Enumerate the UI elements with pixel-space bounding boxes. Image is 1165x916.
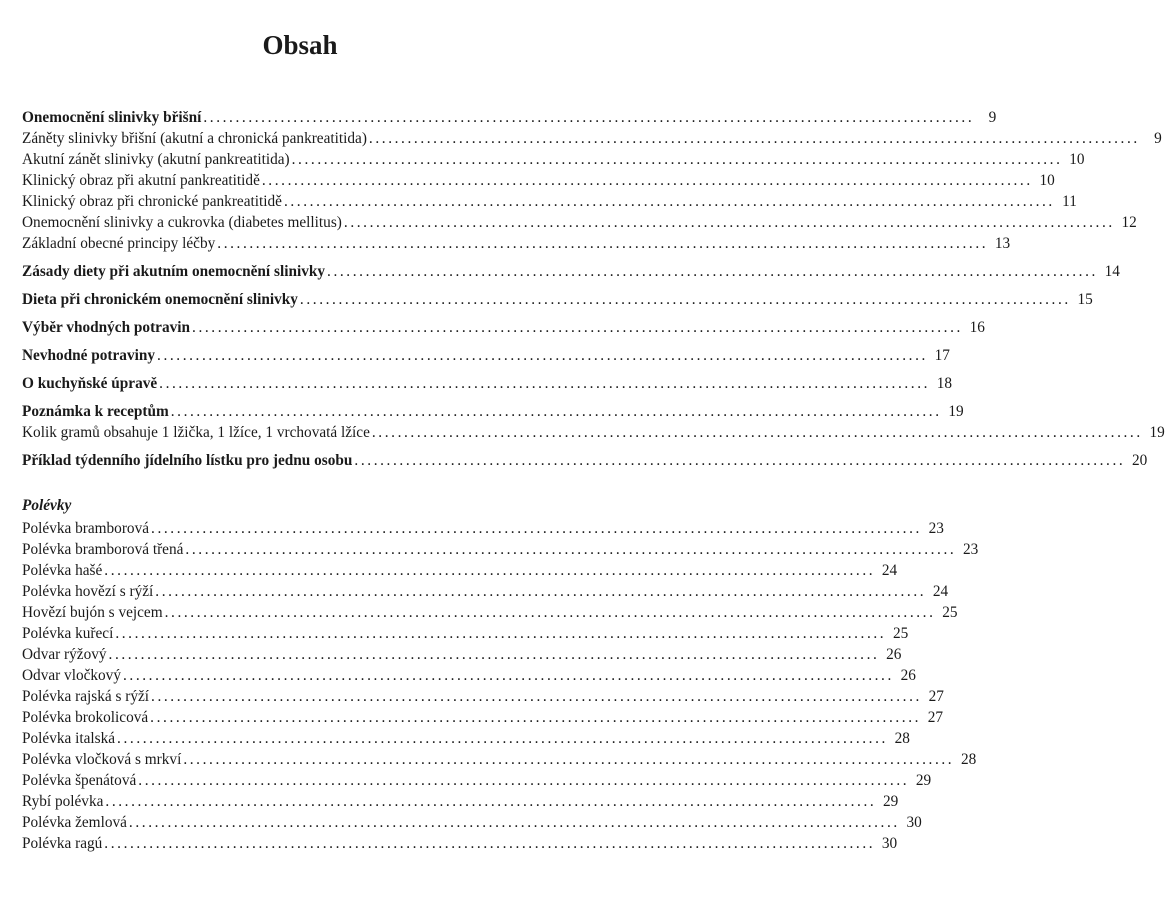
- toc-entry-page: 24: [932, 583, 949, 600]
- toc-entry-page: 24: [881, 562, 898, 579]
- toc-entry-title: Výběr vhodných potravin: [22, 319, 191, 336]
- toc-group: [22, 261, 1120, 282]
- toc-entry: [22, 128, 1162, 149]
- toc-entry-title: Odvar vločkový: [22, 667, 121, 684]
- toc-entry-title: Záněty slinivky břišní (akutní a chronická pankreatitida): [22, 130, 367, 147]
- toc-entry-page: 25: [942, 604, 958, 621]
- dot-leader: ........................................................................................................................: [183, 751, 955, 768]
- toc-entry-page: 29: [883, 793, 899, 810]
- toc-entry: [22, 728, 910, 749]
- page-title: Obsah: [262, 30, 338, 60]
- toc-entry-title: Polévka bramborová třená: [22, 541, 184, 558]
- dot-leader: ........................................................................................................................: [105, 793, 877, 810]
- toc-entry: [22, 539, 979, 560]
- toc-entry: [22, 812, 922, 833]
- toc-entry-title: Akutní zánět slinivky (akutní pankreatitida): [22, 151, 290, 168]
- toc-entry-page: 20: [1132, 452, 1148, 469]
- dot-leader: ........................................................................................................................: [104, 562, 876, 579]
- dot-leader: ........................................................................................................................: [261, 172, 1033, 189]
- toc-entry-page: 19: [1149, 424, 1165, 441]
- toc-entry-page: 27: [927, 709, 944, 726]
- dot-leader: ........................................................................................................................: [299, 291, 1071, 308]
- toc-entry: [22, 317, 985, 338]
- dot-leader: ........................................................................................................................: [157, 347, 928, 364]
- dot-leader: ........................................................................................................................: [291, 151, 1063, 168]
- toc-entry-page: 15: [1077, 291, 1093, 308]
- toc-entry: [22, 791, 899, 812]
- toc-entry: [22, 170, 1055, 191]
- toc-entry: [22, 665, 916, 686]
- toc-entry-title: Odvar rýžový: [22, 646, 107, 663]
- toc-entry: [22, 833, 898, 854]
- toc-entry-page: 19: [948, 403, 964, 420]
- dot-leader: ........................................................................................................................: [217, 235, 989, 252]
- toc-entry: [22, 770, 932, 791]
- dot-leader: ........................................................................................................................: [164, 604, 936, 621]
- toc-entry-page: 25: [892, 625, 909, 642]
- toc-entry-title: Polévka žemlová: [22, 814, 127, 831]
- section-heading: Polévky: [22, 497, 72, 514]
- section-entries: [22, 518, 979, 854]
- toc-entry-title: Onemocnění slinivky a cukrovka (diabetes mellitus): [22, 214, 342, 231]
- dot-leader: ........................................................................................................................: [371, 424, 1143, 441]
- toc-entry-page: 30: [906, 814, 922, 831]
- toc-entry-title: Dieta při chronickém onemocnění slinivky: [22, 291, 298, 308]
- toc-group: [22, 373, 953, 394]
- toc-entry-title: Polévka bramborová: [22, 520, 150, 537]
- dot-leader: ........................................................................................................................: [283, 193, 1055, 210]
- toc-group: [22, 401, 1165, 443]
- toc-entry-page: 9: [988, 109, 997, 126]
- toc-entry-page: 13: [994, 235, 1011, 252]
- dot-leader: ........................................................................................................................: [151, 520, 922, 537]
- toc-entry: [22, 233, 1011, 254]
- toc-entry: [22, 644, 902, 665]
- toc-entry: [22, 707, 944, 728]
- toc-entry-page: 10: [1039, 172, 1055, 189]
- dot-leader: ........................................................................................................................: [368, 130, 1140, 147]
- toc-entry-title: Nevhodné potraviny: [22, 347, 156, 364]
- toc-entry: [22, 107, 997, 128]
- toc-entry-page: 18: [936, 375, 953, 392]
- toc-entry-title: Polévka kuřecí: [22, 625, 114, 642]
- toc-main-groups: [22, 107, 1165, 471]
- dot-leader: ........................................................................................................................: [155, 583, 927, 600]
- toc-group: [22, 317, 985, 338]
- dot-leader: ........................................................................................................................: [117, 730, 888, 747]
- toc-entry-title: Poznámka k receptům: [22, 403, 169, 420]
- dot-leader: ........................................................................................................................: [128, 814, 900, 831]
- toc-entry: [22, 581, 949, 602]
- toc-entry-title: Hovězí bujón s vejcem: [22, 604, 163, 621]
- dot-leader: ........................................................................................................................: [138, 772, 910, 789]
- toc-entry-title: Základní obecné principy léčby: [22, 235, 216, 252]
- toc-entry: [22, 749, 977, 770]
- toc-entry-title: Onemocnění slinivky břišní: [22, 109, 202, 126]
- toc-entry-title: Rybí polévka: [22, 793, 104, 810]
- dot-leader: ........................................................................................................................: [327, 263, 1098, 280]
- toc-entry: [22, 289, 1093, 310]
- toc-entry-title: Polévka špenátová: [22, 772, 137, 789]
- toc-entry: [22, 261, 1120, 282]
- toc-entry: [22, 450, 1148, 471]
- toc-entry-title: Polévka italská: [22, 730, 116, 747]
- toc-entry-page: 27: [928, 688, 944, 705]
- toc-entry: [22, 191, 1077, 212]
- toc-group: [22, 450, 1148, 471]
- toc-entry-page: 23: [963, 541, 979, 558]
- toc-entry: [22, 212, 1137, 233]
- toc-entry-page: 23: [928, 520, 944, 537]
- toc-entry-page: 28: [960, 751, 977, 768]
- toc-entry-title: Polévka brokolicová: [22, 709, 149, 726]
- toc-entry-page: 26: [900, 667, 916, 684]
- dot-leader: ........................................................................................................................: [108, 646, 880, 663]
- dot-leader: ........................................................................................................................: [115, 625, 887, 642]
- toc-entry: [22, 373, 953, 394]
- toc-group: [22, 345, 950, 366]
- toc-entry-page: 17: [934, 347, 950, 364]
- dot-leader: ........................................................................................................................: [170, 403, 942, 420]
- toc-entry-page: 30: [881, 835, 898, 852]
- toc-group: [22, 107, 1162, 254]
- dot-leader: ........................................................................................................................: [354, 452, 1126, 469]
- toc-section-soups: [22, 494, 979, 854]
- toc-entry-title: Polévka rajská s rýží: [22, 688, 150, 705]
- toc-entry-page: 14: [1104, 263, 1120, 280]
- toc-entry-title: Kolik gramů obsahuje 1 lžička, 1 lžíce, 1 vrchovatá lžíce: [22, 424, 370, 441]
- toc-entry: [22, 518, 944, 539]
- toc-entry-title: Polévka hovězí s rýží: [22, 583, 154, 600]
- dot-leader: ........................................................................................................................: [159, 375, 931, 392]
- dot-leader: ........................................................................................................................: [192, 319, 963, 336]
- toc-entry: [22, 401, 964, 422]
- dot-leader: ........................................................................................................................: [343, 214, 1115, 231]
- dot-leader: ........................................................................................................................: [104, 835, 876, 852]
- toc-entry-page: 10: [1069, 151, 1085, 168]
- toc-entry-title: Příklad týdenního jídelního lístku pro jednu osobu: [22, 452, 353, 469]
- toc-entry-title: Zásady diety při akutním onemocnění slinivky: [22, 263, 326, 280]
- toc-entry: [22, 149, 1085, 170]
- toc-entry-page: 26: [886, 646, 902, 663]
- toc-entry-page: 12: [1121, 214, 1137, 231]
- toc-group: [22, 289, 1093, 310]
- dot-leader: ........................................................................................................................: [122, 667, 894, 684]
- toc-entry-title: Polévka ragú: [22, 835, 103, 852]
- toc-entry-page: 11: [1062, 193, 1077, 210]
- dot-leader: ........................................................................................................................: [150, 709, 922, 726]
- toc-entry: [22, 686, 944, 707]
- toc-entry-page: 9: [1154, 130, 1162, 147]
- toc-entry: [22, 422, 1165, 443]
- toc-entry-page: 16: [969, 319, 985, 336]
- toc-entry-title: Polévka vločková s mrkví: [22, 751, 182, 768]
- toc-entry-title: Klinický obraz při chronické pankreatitidě: [22, 193, 282, 210]
- dot-leader: ........................................................................................................................: [203, 109, 975, 126]
- table-of-contents: [22, 107, 1165, 854]
- toc-entry: [22, 345, 950, 366]
- toc-entry: [22, 560, 898, 581]
- toc-entry-title: Klinický obraz při akutní pankreatitidě: [22, 172, 260, 189]
- toc-entry-page: 28: [894, 730, 910, 747]
- toc-entry: [22, 602, 958, 623]
- toc-entry-title: O kuchyňské úpravě: [22, 375, 158, 392]
- toc-entry-page: 29: [915, 772, 932, 789]
- toc-entry: [22, 623, 909, 644]
- dot-leader: ........................................................................................................................: [151, 688, 922, 705]
- dot-leader: ........................................................................................................................: [185, 541, 957, 558]
- toc-entry-title: Polévka hašé: [22, 562, 103, 579]
